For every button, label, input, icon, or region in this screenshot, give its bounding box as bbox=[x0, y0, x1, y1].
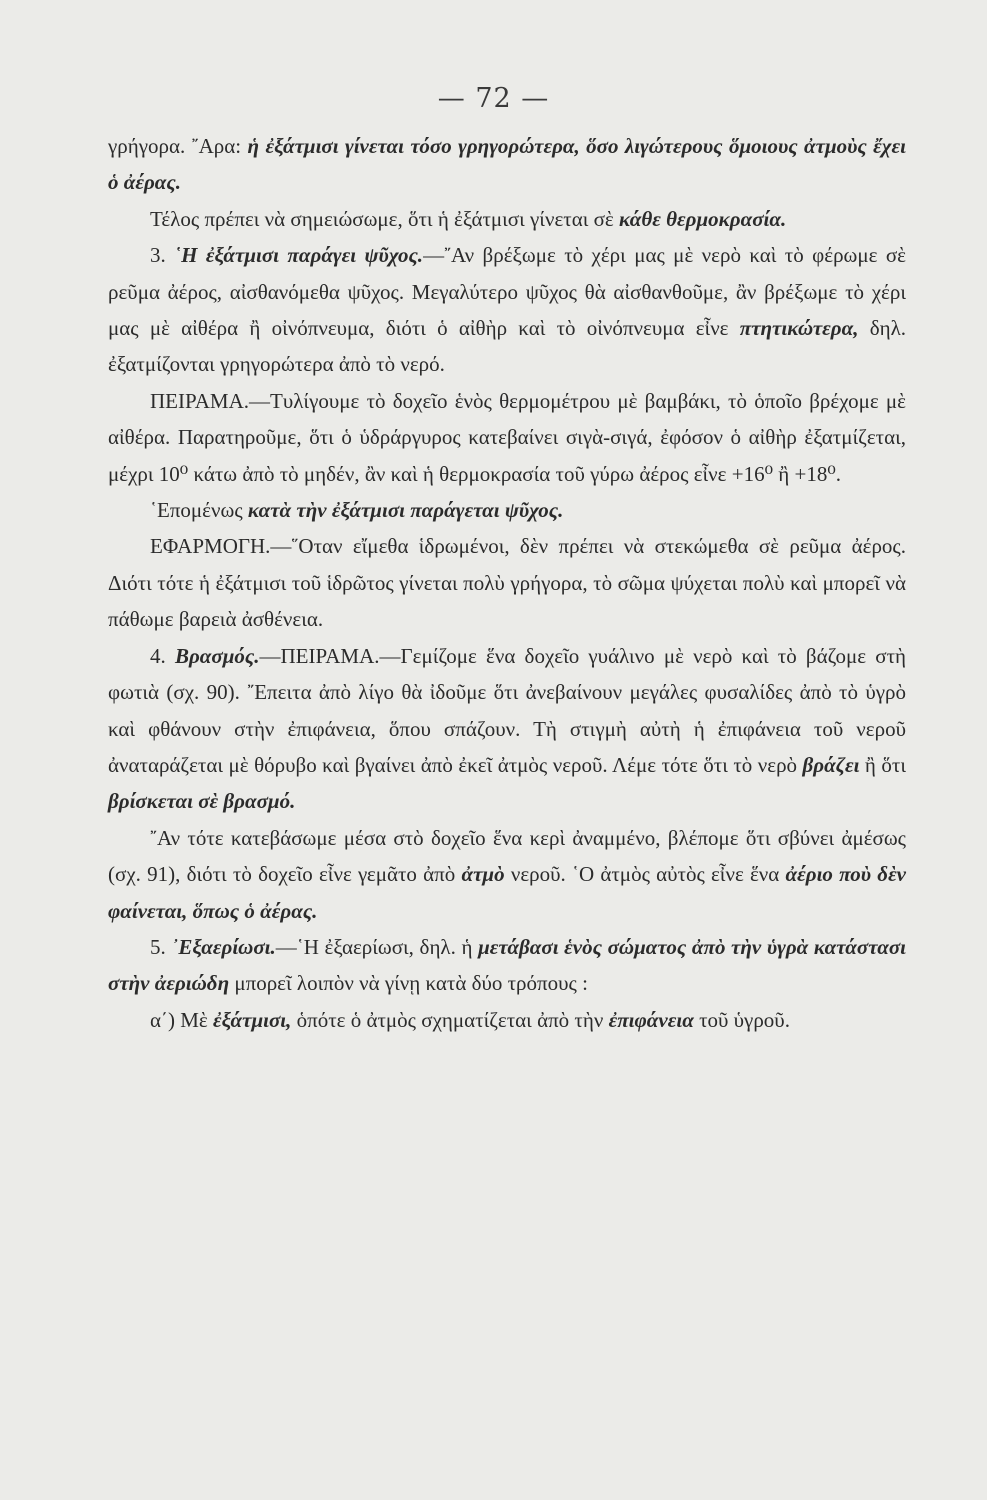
text-run: νεροῦ. ῾Ο ἀτμὸς αὐτὸς εἶνε ἕνα bbox=[504, 862, 786, 887]
text-run: —῎Αν βρέξωμε τὸ χέρι μας μὲ νερὸ καὶ τὸ φέρωμε σὲ ρεῦμα ἀέρος, αἰσθανόμεθα ψῦχος. Μεγαλύτερο ψῦχος θὰ αἰσθανθοῦμε, ἂν βρέξωμε τὸ χέρι μας μὲ αἰθέρα ἢ οἰνόπνευμα, διότι ὁ αἰθὴρ καὶ τὸ οἰνόπνευμα εἶνε bbox=[108, 243, 906, 341]
emphasized-text: βράζει bbox=[802, 752, 860, 777]
paragraph bbox=[108, 638, 906, 820]
emphasized-text: ἀέριο ποὺ δὲν φαίνεται, ὅπως ὁ ἀέρας. bbox=[108, 862, 906, 923]
body-text bbox=[108, 128, 906, 1038]
text-run: 5. bbox=[150, 934, 172, 959]
emphasized-text: κάθε θερμοκρασία. bbox=[619, 206, 787, 231]
text-run: τοῦ ὑγροῦ. bbox=[693, 1007, 790, 1032]
text-run: 4. bbox=[150, 643, 175, 668]
emphasized-text: ἀτμὸ bbox=[461, 862, 505, 887]
emphasized-text: ᾿Εξαερίωσι. bbox=[171, 934, 276, 959]
emphasized-text: ῾Η ἐξάτμισι παράγει ψῦχος. bbox=[174, 243, 424, 268]
text-run: ὁπότε ὁ ἀτμὸς σχηματίζεται ἀπὸ τὴν bbox=[291, 1007, 609, 1032]
text-run: ῎Αν τότε κατεβάσωμε μέσα στὸ δοχεῖο ἕνα κερὶ ἀναμμένο, βλέπομε ὅτι σβύνει ἀμέσως (σχ. 91), διότι τὸ δοχεῖο εἶνε γεμᾶτο ἀπὸ bbox=[108, 825, 906, 887]
emphasized-text: μετάβασι ἑνὸς σώματος ἀπὸ τὴν ὑγρὰ κατάστασι στὴν ἀεριώδη bbox=[108, 934, 907, 996]
emphasized-text: ἡ ἐξάτμισι γίνεται τόσο γρηγορώτερα, ὅσο λιγώτερους ὅμοιους ἀτμοὺς ἔχει ὁ ἀέρας. bbox=[108, 134, 906, 195]
paragraph bbox=[108, 201, 906, 237]
text-run: μπορεῖ λοιπὸν νὰ γίνῃ κατὰ δύο τρόπους : bbox=[229, 971, 588, 996]
text-run: ΠΕΙΡΑΜΑ.—Τυλίγουμε τὸ δοχεῖο ἑνὸς θερμομέτρου μὲ βαμβάκι, τὸ ὁποῖο βρέχομε μὲ αἰθέρα. Παρατηροῦμε, ὅτι ὁ ὑδράργυρος κατεβαίνει σιγὰ-σιγά, ἐφόσον ὁ αἰθὴρ ἐξατμίζεται, μέχρι 10⁰ κάτω ἀπὸ τὸ μηδέν, ἂν καὶ ἡ θερμοκρασία τοῦ γύρω ἀέρος εἶνε +16⁰ ἢ +18⁰. bbox=[108, 388, 906, 486]
text-run: ΕΦΑΡΜΟΓΗ.—῞Οταν εἴμεθα ἱδρωμένοι, δὲν πρέπει νὰ στεκώμεθα σὲ ρεῦμα ἀέρος. Διότι τότε ἡ ἐξάτμισι τοῦ ἱδρῶτος γίνεται πολὺ γρήγορα, τὸ σῶμα ψύχεται πολὺ καὶ μπορεῖ νὰ πάθωμε βαρειὰ ἀσθένεια. bbox=[108, 534, 906, 632]
paragraph bbox=[108, 820, 906, 929]
paragraph bbox=[108, 492, 906, 528]
text-run: Τέλος πρέπει νὰ σημειώσωμε, ὅτι ἡ ἐξάτμισι γίνεται σὲ bbox=[150, 206, 620, 231]
text-run: —῾Η ἐξαερίωσι, δηλ. ἡ bbox=[275, 934, 479, 959]
emphasized-text: βρίσκεται σὲ βρασμό. bbox=[108, 789, 296, 814]
paragraph bbox=[108, 1002, 906, 1038]
emphasized-text: πτητικώτερα, bbox=[739, 316, 859, 341]
paragraph bbox=[108, 929, 906, 1002]
text-run: ῾Επομένως bbox=[150, 498, 248, 523]
paragraph bbox=[108, 528, 906, 637]
text-run: α΄) Μὲ bbox=[150, 1007, 213, 1032]
text-run: 3. bbox=[150, 243, 175, 268]
text-run: ἢ ὅτι bbox=[859, 752, 906, 777]
emphasized-text: ἐξάτμισι, bbox=[212, 1007, 292, 1032]
emphasized-text: ἐπιφάνεια bbox=[608, 1007, 694, 1032]
paragraph bbox=[108, 383, 906, 492]
page-number: — 72 — bbox=[437, 83, 550, 114]
paragraph bbox=[108, 237, 906, 383]
text-run: —ΠΕΙΡΑΜΑ.—Γεμίζομε ἕνα δοχεῖο γυάλινο μὲ νερὸ καὶ τὸ βάζομε στὴ φωτιὰ (σχ. 90). ῎Επειτα ἀπὸ λίγο θὰ ἰδοῦμε ὅτι ἀνεβαίνουν μεγάλες φυσαλίδες ἀπὸ τὸ ὑγρὸ καὶ φθάνουν στὴν ἐπιφάνεια, ὅπου σπάζουν. Τὴ στιγμὴ αὐτὴ ἡ ἐπιφάνεια τοῦ νεροῦ ἀναταράζεται μὲ θόρυβο καὶ βγαίνει ἀπὸ ἐκεῖ ἀτμὸς νεροῦ. Λέμε τότε ὅτι τὸ νερὸ bbox=[108, 643, 907, 777]
text-run: γρήγορα. ῎Αρα: bbox=[108, 134, 248, 158]
paragraph bbox=[108, 128, 906, 201]
emphasized-text: κατὰ τὴν ἐξάτμισι παράγεται ψῦχος. bbox=[247, 498, 564, 523]
emphasized-text: Βρασμός. bbox=[174, 643, 260, 668]
text-run: δηλ. ἐξατμίζονται γρηγορώτερα ἀπὸ τὸ νερό. bbox=[108, 316, 906, 377]
